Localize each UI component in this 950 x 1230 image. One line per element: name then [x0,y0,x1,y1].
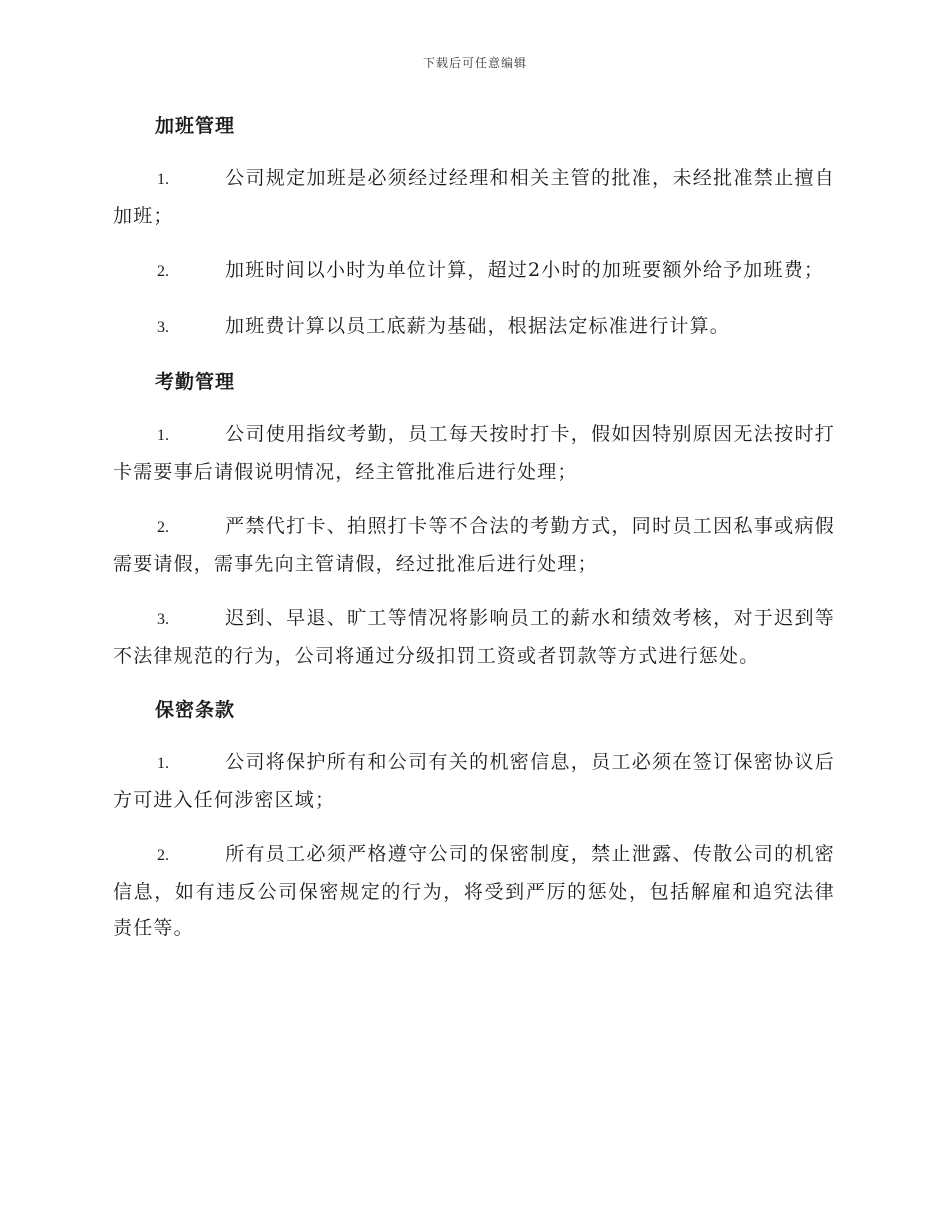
item-number: 2. [157,847,169,864]
item-text: 加班时间以小时为单位计算，超过2小时的加班要额外给予加班费； [225,259,825,281]
list-item [113,508,835,582]
item-number: 1. [157,171,169,188]
list-item [113,308,835,346]
item-number: 3. [157,319,169,336]
section-title: 考勤管理 [155,371,236,393]
section-title: 加班管理 [155,115,236,137]
page-header: 下载后可任意编辑 [422,56,527,70]
item-number: 1. [157,427,169,444]
item-text: 公司将保护所有和公司有关的机密信息，员工必须在签订保密协议后方可进入任何涉密区域； [113,751,835,811]
item-text: 迟到、早退、旷工等情况将影响员工的薪水和绩效考核，对于迟到等不法律规范的行为，公司将通过分级扣罚工资或者罚款等方式进行惩处。 [113,607,835,667]
item-text: 加班费计算以员工底薪为基础，根据法定标准进行计算。 [225,315,731,337]
item-text: 公司使用指纹考勤，员工每天按时打卡，假如因特别原因无法按时打卡需要事后请假说明情况，经主管批准后进行处理； [113,423,835,483]
item-number: 3. [157,611,169,628]
item-text: 严禁代打卡、拍照打卡等不合法的考勤方式，同时员工因私事或病假需要请假，需事先向主管请假，经过批准后进行处理； [113,515,835,575]
item-text: 所有员工必须严格遵守公司的保密制度，禁止泄露、传散公司的机密信息，如有违反公司保密规定的行为，将受到严厉的惩处，包括解雇和追究法律责任等。 [113,843,835,939]
list-item [113,160,835,234]
list-item [113,600,835,674]
section-overtime [113,108,835,346]
item-text: 公司规定加班是必须经过经理和相关主管的批准，未经批准禁止擅自加班； [113,167,835,227]
item-number: 1. [157,755,169,772]
document-body [113,108,835,964]
list-item [113,836,835,946]
list-item [113,252,835,290]
section-attendance [113,364,835,674]
item-number: 2. [157,263,169,280]
list-item [113,416,835,490]
section-confidentiality [113,692,835,946]
list-item [113,744,835,818]
section-title: 保密条款 [155,699,236,721]
item-number: 2. [157,519,169,536]
